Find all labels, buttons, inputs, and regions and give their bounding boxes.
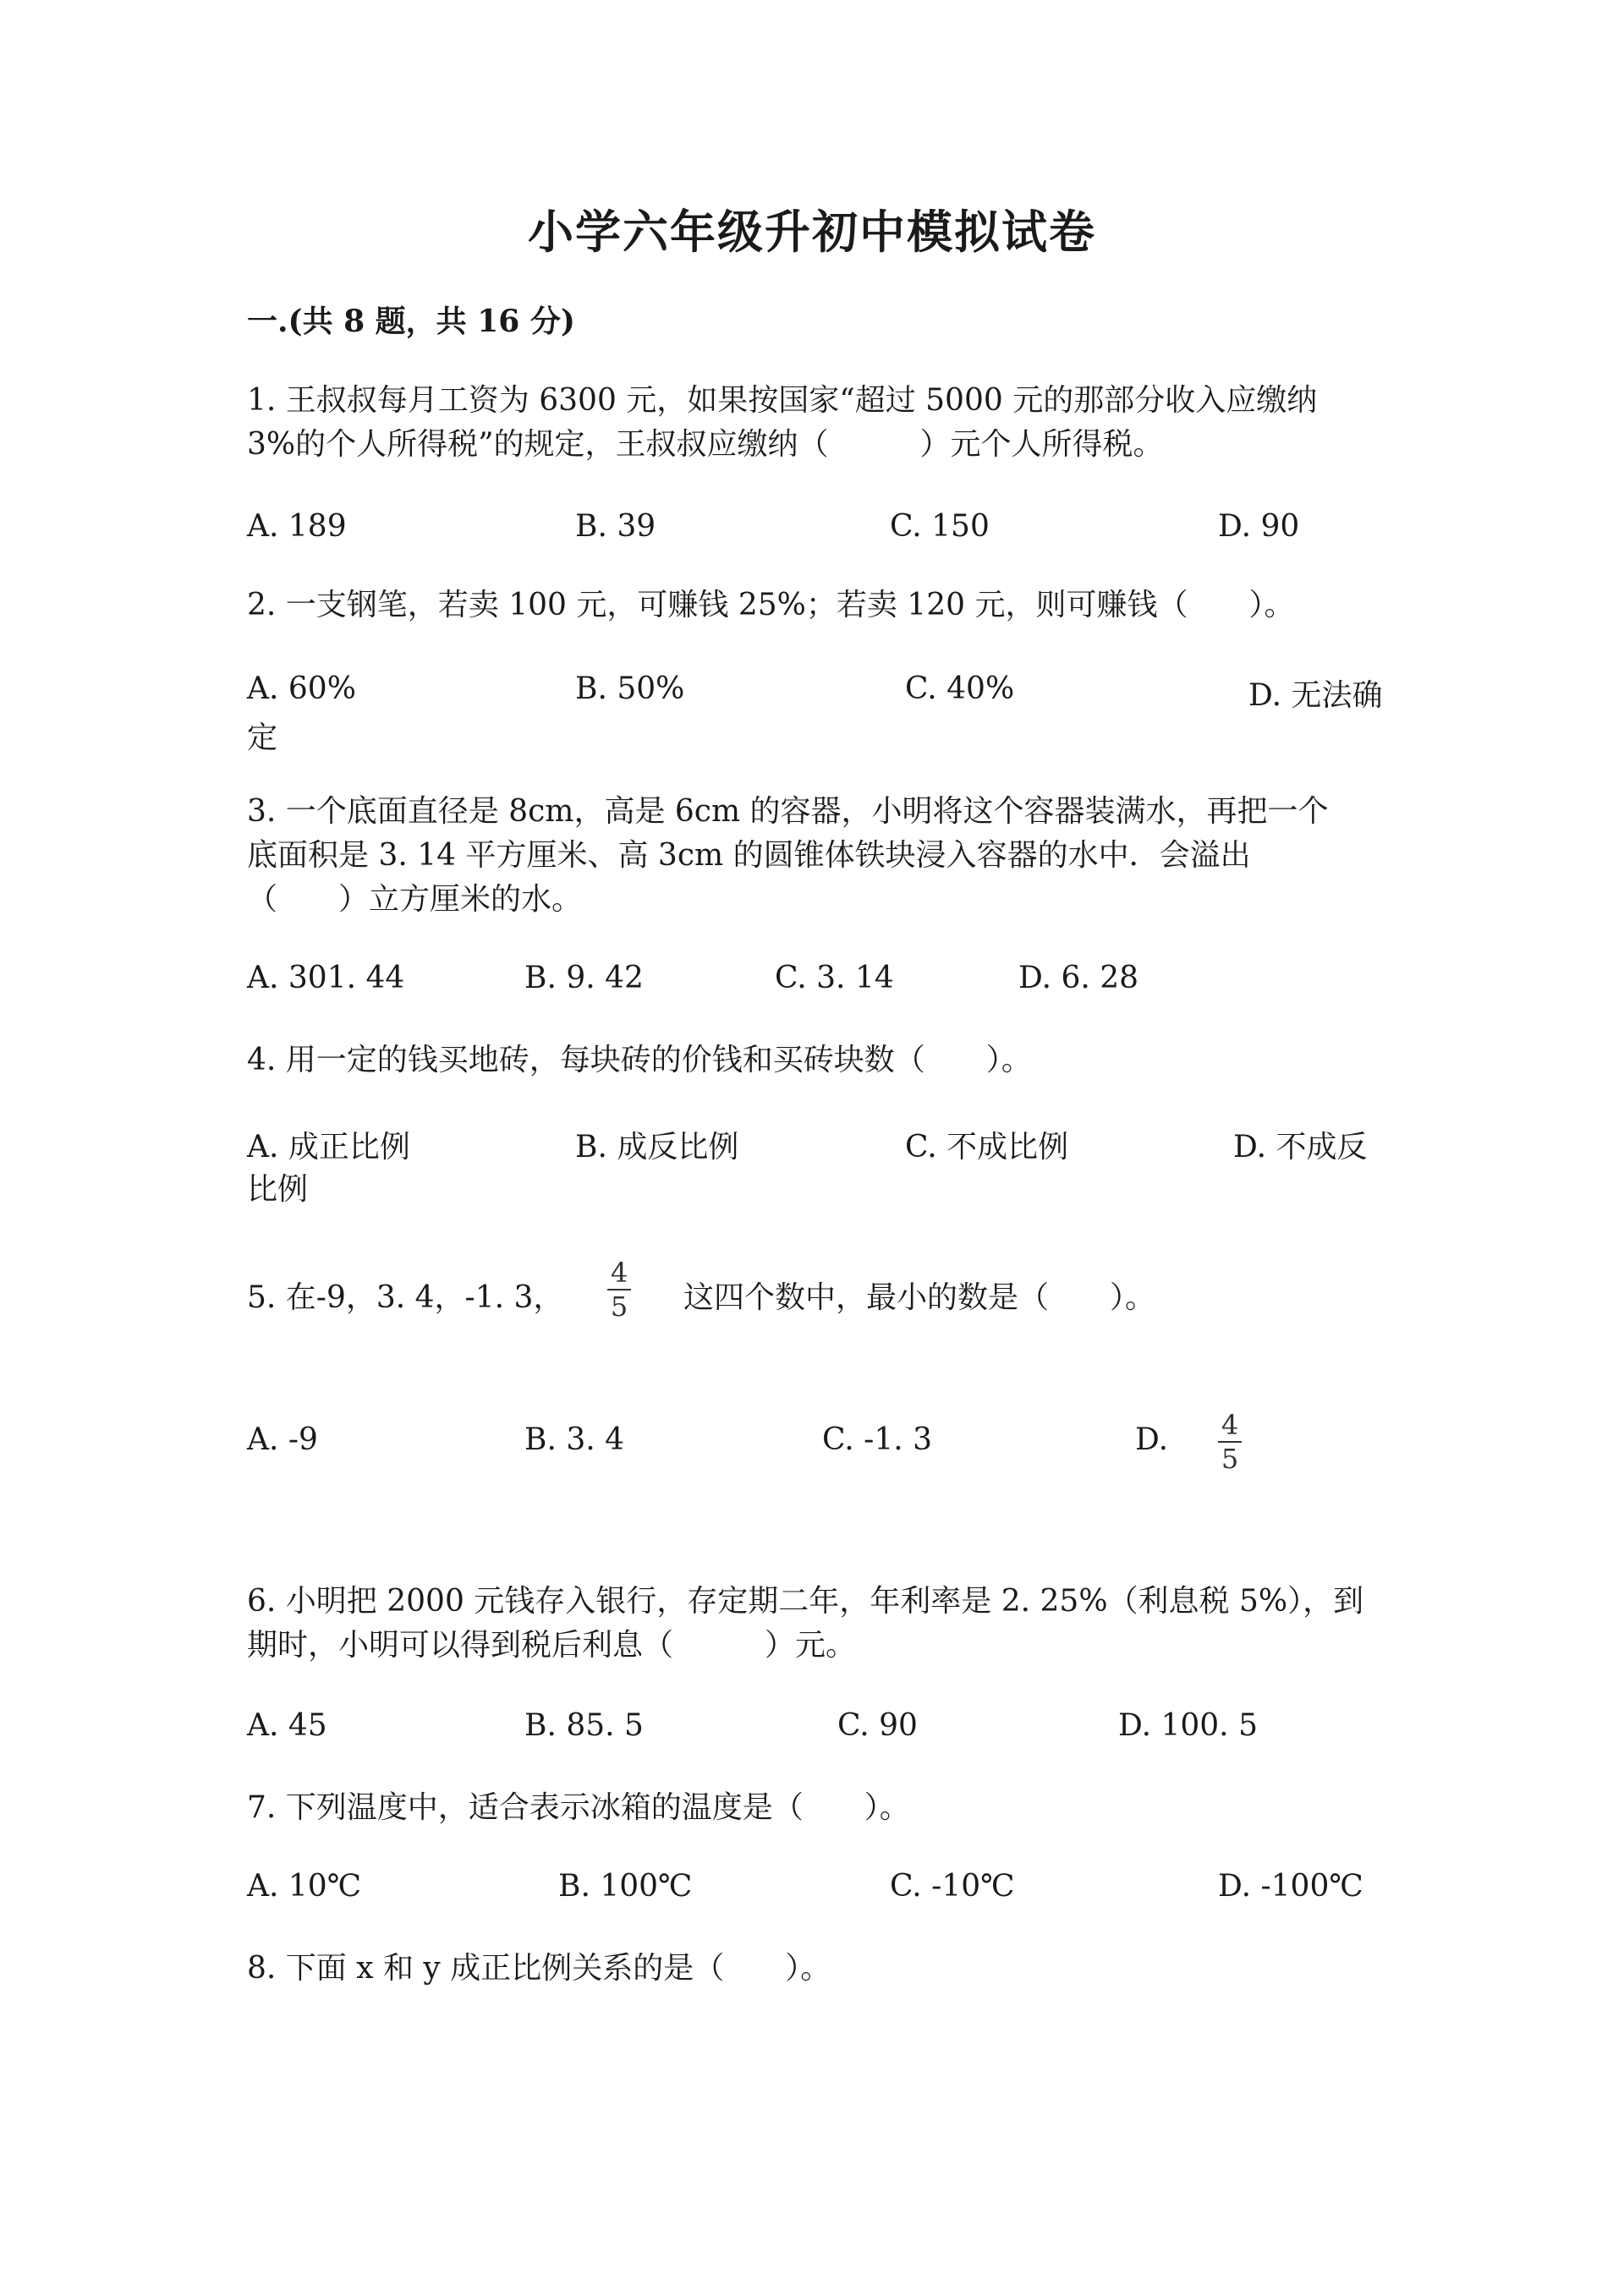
question-2-option-a[interactable]: A. 60% <box>247 671 356 706</box>
question-1-option-b[interactable]: B. 39 <box>575 509 656 544</box>
question-3-option-d[interactable]: D. 6. 28 <box>1018 961 1139 995</box>
question-4-option-c[interactable]: C. 不成比例 <box>905 1130 1069 1164</box>
question-5-option-d-fraction: 4 5 <box>1218 1411 1242 1473</box>
question-1-option-c[interactable]: C. 150 <box>890 509 990 544</box>
question-1-stem: 1. 王叔叔每月工资为 6300 元，如果按国家“超过 5000 元的那部分收入应缴纳 3%的个人所得税”的规定，王叔叔应缴纳（ ）元个人所得税。 <box>247 383 1318 462</box>
question-3-option-b[interactable]: B. 9. 42 <box>524 961 644 995</box>
question-5-stem-part1: 5. 在-9，3. 4，-1. 3， <box>247 1280 564 1315</box>
question-5-stem-part2: 这四个数中，最小的数是（ ）。 <box>683 1280 1156 1315</box>
question-2-option-b[interactable]: B. 50% <box>575 671 685 706</box>
question-5-fraction: 4 5 <box>607 1258 631 1321</box>
question-2-option-d[interactable]: D. 无法确 <box>1248 678 1383 713</box>
question-2-stem: 2. 一支钢笔，若卖 100 元，可赚钱 25%；若卖 120 元，则可赚钱（ ）。 <box>247 588 1295 622</box>
question-1-option-a[interactable]: A. 189 <box>247 509 347 544</box>
question-2-option-c[interactable]: C. 40% <box>905 671 1015 706</box>
question-7-option-c[interactable]: C. -10℃ <box>890 1869 1015 1904</box>
page-title: 小学六年级升初中模拟试卷 <box>528 205 1096 259</box>
question-4-option-b[interactable]: B. 成反比例 <box>575 1130 739 1164</box>
question-5-option-c[interactable]: C. -1. 3 <box>822 1422 933 1457</box>
question-4-option-d-wrap: 比例 <box>247 1172 309 1207</box>
question-3-option-a[interactable]: A. 301. 44 <box>247 961 405 995</box>
question-1-option-d[interactable]: D. 90 <box>1218 509 1300 544</box>
question-6-stem: 6. 小明把 2000 元钱存入银行，存定期二年，年利率是 2. 25%（利息税 5%），到 期时，小明可以得到税后利息（ ）元。 <box>247 1584 1364 1663</box>
question-3-stem: 3. 一个底面直径是 8cm，高是 6cm 的容器，小明将这个容器装满水，再把一个 底面积是 3. 14 平方厘米、高 3cm 的圆锥体铁块浸入容器的水中．会溢出 （ ）立方厘米的水。 <box>247 794 1329 917</box>
section-heading: 一.(共 8 题，共 16 分) <box>247 304 575 339</box>
question-6-option-c[interactable]: C. 90 <box>837 1708 918 1743</box>
question-4-stem: 4. 用一定的钱买地砖，每块砖的价钱和买砖块数（ ）。 <box>247 1043 1032 1077</box>
question-6-option-b[interactable]: B. 85. 5 <box>524 1708 644 1743</box>
question-4-option-a[interactable]: A. 成正比例 <box>247 1130 410 1164</box>
question-5-option-d[interactable]: D. <box>1135 1422 1169 1457</box>
question-2-option-d-wrap: 定 <box>247 721 278 755</box>
question-4-option-d[interactable]: D. 不成反 <box>1233 1130 1368 1164</box>
question-7-option-d[interactable]: D. -100℃ <box>1218 1869 1363 1904</box>
question-8-stem: 8. 下面 x 和 y 成正比例关系的是（ ）。 <box>247 1951 831 1986</box>
question-5-option-a[interactable]: A. -9 <box>247 1422 318 1457</box>
question-6-option-d[interactable]: D. 100. 5 <box>1118 1708 1258 1743</box>
question-7-option-b[interactable]: B. 100℃ <box>558 1869 693 1904</box>
question-7-option-a[interactable]: A. 10℃ <box>247 1869 361 1904</box>
question-5-option-b[interactable]: B. 3. 4 <box>524 1422 625 1457</box>
question-7-stem: 7. 下列温度中，适合表示冰箱的温度是（ ）。 <box>247 1790 910 1825</box>
question-3-option-c[interactable]: C. 3. 14 <box>775 961 894 995</box>
question-6-option-a[interactable]: A. 45 <box>247 1708 327 1743</box>
